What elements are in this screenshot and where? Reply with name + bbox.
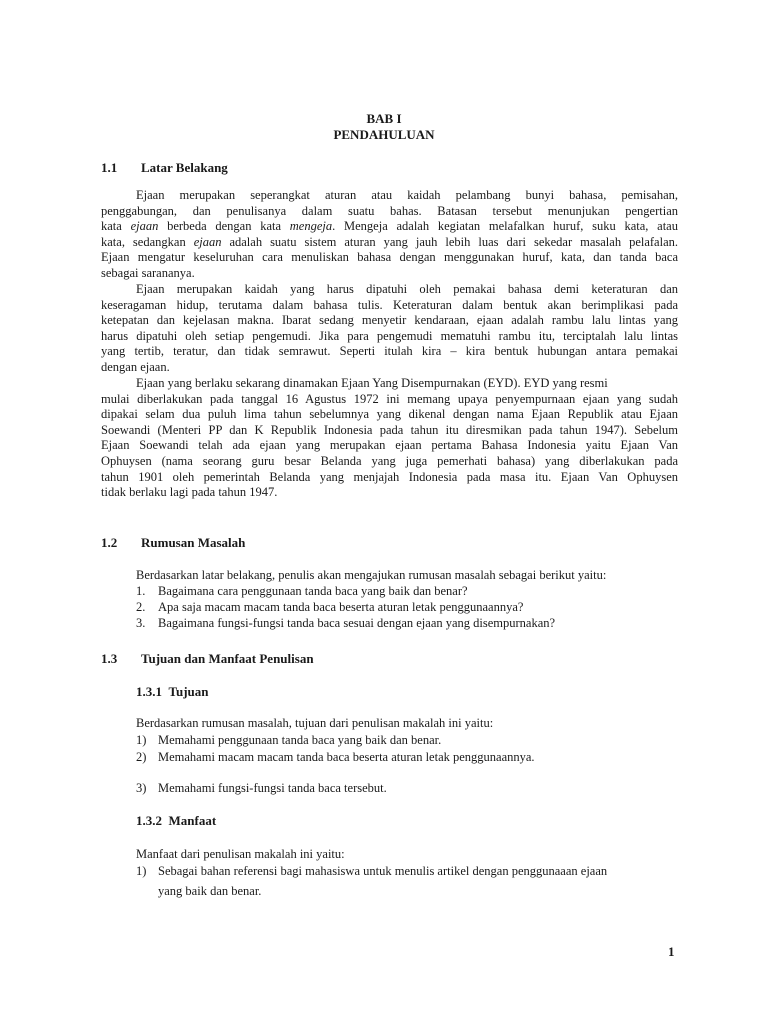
section-title: Latar Belakang bbox=[141, 160, 228, 175]
section-heading-1-3-2 bbox=[136, 813, 216, 829]
tujuan-intro: Berdasarkan rumusan masalah, tujuan dari penulisan makalah ini yaitu: bbox=[136, 716, 494, 730]
section-heading-1-3-1 bbox=[136, 684, 209, 700]
list-marker: 1) bbox=[136, 733, 147, 747]
chapter-title: PENDAHULUAN bbox=[333, 127, 435, 142]
list-marker: 3. bbox=[136, 616, 146, 630]
list-text: Memahami fungsi-fungsi tanda baca tersebut. bbox=[158, 781, 387, 795]
section-title: Tujuan bbox=[168, 684, 209, 699]
section-number: 1.3.2 bbox=[136, 813, 162, 828]
manfaat-intro: Manfaat dari penulisan makalah ini yaitu: bbox=[136, 847, 345, 861]
page-number: 1 bbox=[668, 944, 675, 959]
paragraph-3: Ejaan yang berlaku sekarang dinamakan Ejaan Yang Disempurnakan (EYD). EYD yang resmi mulai diberlakukan pada tanggal 16 Agustus 1972 ini memang upaya penyempurnaan ejaan yang sudah dipakai selam dua puluh lima tahun sebelumnya yang dikenal dengan nama Ejaan Republik atau Ejaan Soewandi (Menteri PP dan K Republik Indonesia pada tahun itu diresmikan pada tahun 1947). Sebelum Ejaan Soewandi telah ada ejaan yang merupakan ejaan pertama Bahasa Indonesia yaitu Ejaan Van Ophuysen (nama seorang guru besar Belanda yang juga pemerhati bahasa) yang diberlakukan pada tahun 1901 oleh pemerintah Belanda yang menjajah Indonesia pada masa itu. Ejaan Van Ophuysen tidak berlaku lagi pada tahun 1947. bbox=[101, 376, 678, 500]
list-marker: 1) bbox=[136, 864, 147, 878]
section-number: 1.3 bbox=[101, 651, 118, 666]
list-text: Memahami penggunaan tanda baca yang baik dan benar. bbox=[158, 733, 442, 747]
list-text: Bagaimana cara penggunaan tanda baca yang baik dan benar? bbox=[158, 584, 468, 598]
list-marker: 3) bbox=[136, 781, 147, 795]
section-number: 1.2 bbox=[101, 535, 118, 550]
list-marker: 2) bbox=[136, 750, 147, 764]
list-marker: 1. bbox=[136, 584, 146, 598]
section-number: 1.1 bbox=[101, 160, 118, 175]
list-text: Apa saja macam macam tanda baca beserta aturan letak penggunaannya? bbox=[158, 600, 524, 614]
paragraph-2: Ejaan merupakan kaidah yang harus dipatuhi oleh pemakai bahasa demi keteraturan dan keseragaman hidup, terutama dalam bahasa tulis. Keteraturan dalam bentuk akan berimplikasi pada ketepatan dan kejelasan makna. Ibarat sedang menyetir kendaraan, ejaan adalah rambu lalu lintas yang harus dipatuhi oleh setiap pengemudi. Jika para pengemudi mematuhi rambu itu, terciptalah lalu lintas yang tertib, teratur, dan tidak semrawut. Seperti itulah kira – kira bentuk hubungan antara pemakai dengan ejaan. bbox=[101, 282, 678, 374]
section-title: Rumusan Masalah bbox=[141, 535, 246, 550]
section-heading-1-2 bbox=[101, 535, 245, 551]
list-text: Memahami macam macam tanda baca beserta aturan letak penggunaannya. bbox=[158, 750, 535, 764]
rumusan-intro: Berdasarkan latar belakang, penulis akan mengajukan rumusan masalah sebagai berikut yaitu: bbox=[136, 568, 607, 582]
list-marker: 2. bbox=[136, 600, 146, 614]
list-text: yang baik dan benar. bbox=[158, 884, 262, 898]
section-heading-1-1 bbox=[101, 160, 228, 176]
section-heading-1-3 bbox=[101, 651, 314, 667]
paragraph-1: Ejaan merupakan seperangkat aturan atau kaidah pelambang bunyi bahasa, pemisahan, penggabungan, dan penulisanya dalam suatu bahas. Batasan tersebut menunjukan pengertian kata ejaan berbeda dengan kata mengeja. Mengeja adalah kegiatan melafalkan huruf, suku kata, atau kata, sedangkan ejaan adalah suatu sistem aturan yang jauh lebih luas dari sekedar masalah pelafalan. Ejaan mengatur keseluruhan cara menuliskan bahasa dengan menggunakan huruf, kata, dan tanda baca sebagai sarananya. bbox=[101, 188, 678, 280]
section-title: Manfaat bbox=[168, 813, 217, 828]
section-title: Tujuan dan Manfaat Penulisan bbox=[141, 651, 314, 666]
chapter-label: BAB I bbox=[366, 111, 402, 126]
list-text: Bagaimana fungsi-fungsi tanda baca sesuai dengan ejaan yang disempurnakan? bbox=[158, 616, 556, 630]
section-number: 1.3.1 bbox=[136, 684, 162, 699]
list-text: Sebagai bahan referensi bagi mahasiswa untuk menulis artikel dengan penggunaaan ejaan bbox=[158, 864, 608, 878]
